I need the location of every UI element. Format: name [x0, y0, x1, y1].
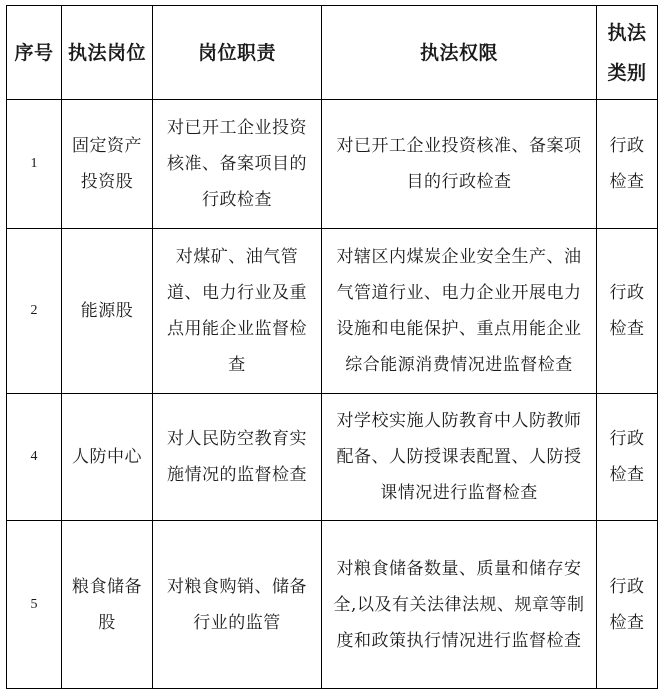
row-duty: 对已开工企业投资核准、备案项目的行政检查: [153, 100, 322, 229]
row-duty: 对人民防空教育实施情况的监督检查: [153, 394, 322, 521]
row-authority: 对已开工企业投资核准、备案项目的行政检查: [322, 100, 597, 229]
header-post: 执法岗位: [62, 6, 153, 100]
row-duty: 对粮食购销、储备行业的监管: [153, 521, 322, 689]
row-post: 能源股: [62, 229, 153, 394]
row-index: 2: [7, 229, 62, 394]
header-row: [7, 6, 658, 100]
enforcement-table: [6, 5, 658, 689]
row-authority: 对粮食储备数量、质量和储存安全,以及有关法律法规、规章等制度和政策执行情况进行监督检查: [322, 521, 597, 689]
row-category: 行政检查: [597, 229, 658, 394]
row-index: 5: [7, 521, 62, 689]
header-category: 执法类别: [597, 6, 658, 100]
row-category: 行政检查: [597, 100, 658, 229]
header-index: 序号: [7, 6, 62, 100]
table-row: [7, 229, 658, 394]
table-row: [7, 394, 658, 521]
row-authority: 对辖区内煤炭企业安全生产、油气管道行业、电力企业开展电力设施和电能保护、重点用能企业综合能源消费情况进监督检查: [322, 229, 597, 394]
row-index: 4: [7, 394, 62, 521]
row-category: 行政检查: [597, 394, 658, 521]
row-index: 1: [7, 100, 62, 229]
row-authority: 对学校实施人防教育中人防教师配备、人防授课表配置、人防授课情况进行监督检查: [322, 394, 597, 521]
row-duty: 对煤矿、油气管道、电力行业及重点用能企业监督检查: [153, 229, 322, 394]
row-post: 固定资产投资股: [62, 100, 153, 229]
row-post: 人防中心: [62, 394, 153, 521]
table-row: [7, 521, 658, 689]
row-category: 行政检查: [597, 521, 658, 689]
header-duty: 岗位职责: [153, 6, 322, 100]
row-post: 粮食储备股: [62, 521, 153, 689]
table-row: [7, 100, 658, 229]
header-authority: 执法权限: [322, 6, 597, 100]
